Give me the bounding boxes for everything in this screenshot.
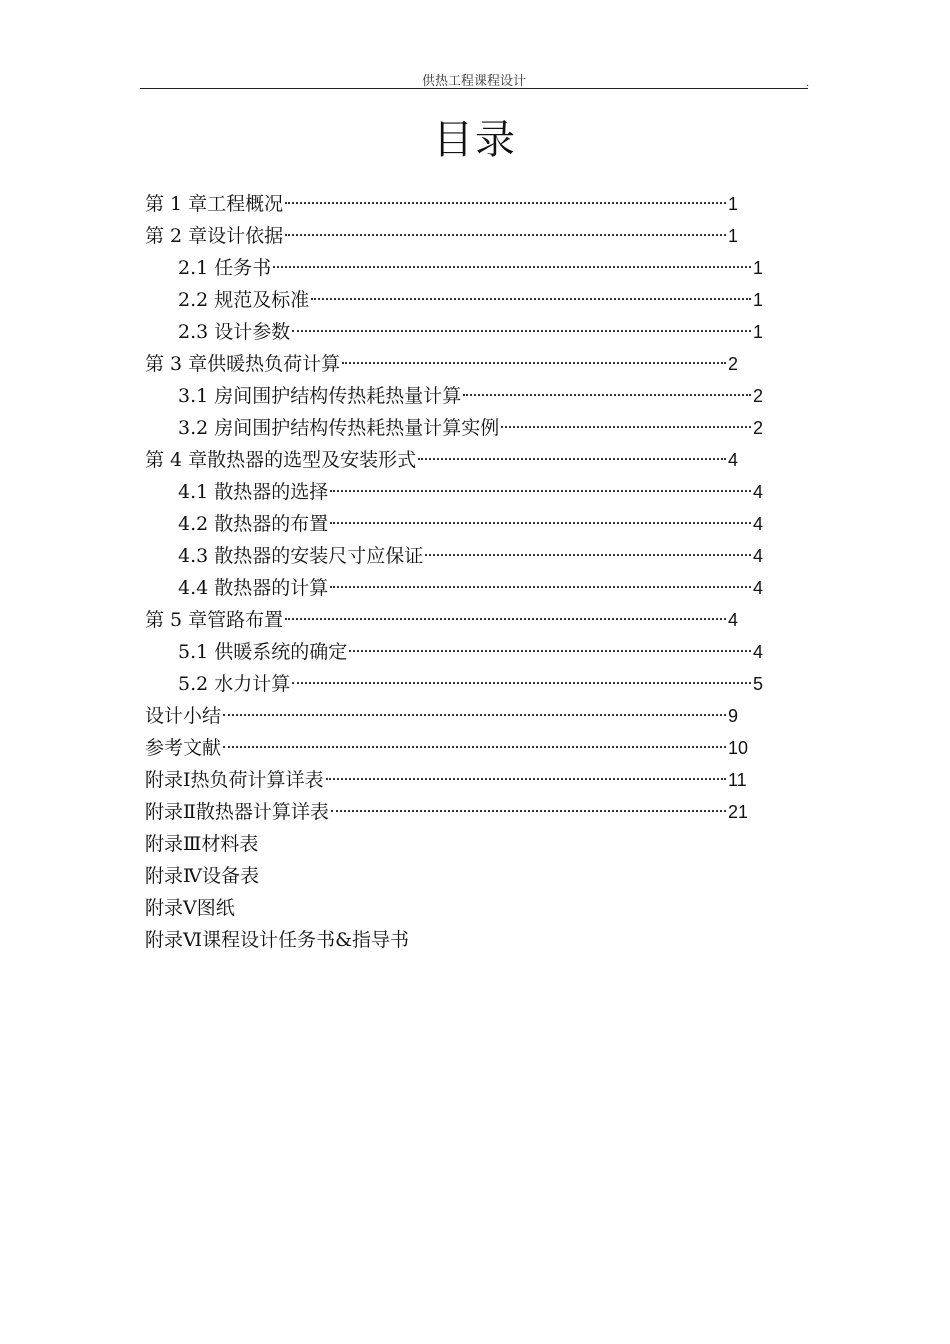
toc-entry-label: 2.3 设计参数	[178, 321, 291, 343]
toc-entry-label: 参考文献	[145, 737, 222, 759]
toc-leader-dots	[223, 746, 726, 748]
toc-leader-dots	[418, 458, 726, 460]
table-of-contents	[145, 188, 785, 956]
toc-entry[interactable]	[145, 316, 785, 348]
toc-leader-dots	[285, 234, 726, 236]
toc-leader-dots	[425, 554, 751, 556]
toc-entry-label: 第 2 章设计依据	[145, 225, 284, 247]
page-title: 目录	[433, 117, 517, 163]
toc-leader-dots	[331, 810, 726, 812]
toc-entry[interactable]	[145, 252, 785, 284]
toc-entry-page: 9	[728, 706, 739, 726]
toc-entry[interactable]	[145, 348, 785, 380]
toc-entry-label: 附录Ⅴ图纸	[145, 897, 235, 919]
toc-entry-page: 4	[753, 514, 764, 534]
toc-entry-label: 附录Ⅲ材料表	[145, 833, 259, 855]
toc-entry-label: 附录Ⅰ热负荷计算详表	[145, 769, 324, 791]
toc-entry[interactable]	[145, 540, 785, 572]
toc-entry-label: 第 5 章管路布置	[145, 609, 284, 631]
toc-entry-page: 10	[728, 738, 749, 758]
toc-entry-page: 1	[728, 226, 739, 246]
toc-entry-page: 21	[728, 802, 749, 822]
toc-entry[interactable]	[145, 188, 785, 220]
toc-entry-label: 附录Ⅱ散热器计算详表	[145, 801, 329, 823]
toc-entry-page: 4	[728, 450, 739, 470]
toc-entry-page: 11	[728, 770, 747, 790]
toc-entry[interactable]	[145, 508, 785, 540]
toc-entry[interactable]	[145, 444, 785, 476]
toc-leader-dots	[273, 266, 751, 268]
toc-entry-page: 4	[753, 482, 764, 502]
toc-entry[interactable]	[145, 924, 785, 956]
toc-entry-label: 第 3 章供暖热负荷计算	[145, 353, 341, 375]
toc-entry-label: 4.1 散热器的选择	[178, 481, 329, 503]
toc-entry-label: 4.2 散热器的布置	[178, 513, 329, 535]
toc-entry-label: 5.1 供暖系统的确定	[178, 641, 348, 663]
toc-entry-label: 2.1 任务书	[178, 257, 272, 279]
toc-leader-dots	[285, 202, 726, 204]
toc-leader-dots	[326, 778, 726, 780]
toc-entry-page: 2	[753, 386, 764, 406]
header-rule	[140, 88, 808, 89]
toc-entry-label: 第 4 章散热器的选型及安装形式	[145, 449, 417, 471]
toc-entry-page: 4	[753, 578, 764, 598]
toc-leader-dots	[311, 298, 751, 300]
toc-leader-dots	[342, 362, 726, 364]
toc-entry[interactable]	[145, 380, 785, 412]
toc-entry-label: 设计小结	[145, 705, 222, 727]
toc-leader-dots	[463, 394, 751, 396]
toc-leader-dots	[292, 682, 751, 684]
toc-entry-page: 4	[728, 610, 739, 630]
toc-leader-dots	[292, 330, 751, 332]
toc-leader-dots	[285, 618, 726, 620]
toc-entry[interactable]	[145, 412, 785, 444]
toc-entry-label: 第 1 章工程概况	[145, 193, 284, 215]
toc-entry[interactable]	[145, 796, 785, 828]
toc-entry-label: 附录Ⅳ设备表	[145, 865, 259, 887]
toc-entry[interactable]	[145, 636, 785, 668]
toc-entry-label: 4.3 散热器的安装尺寸应保证	[178, 545, 424, 567]
toc-entry-page: 4	[753, 546, 764, 566]
toc-entry[interactable]	[145, 284, 785, 316]
toc-entry-page: 1	[753, 258, 764, 278]
toc-entry[interactable]	[145, 892, 785, 924]
toc-entry[interactable]	[145, 860, 785, 892]
toc-entry-label: 2.2 规范及标准	[178, 289, 310, 311]
toc-entry[interactable]	[145, 828, 785, 860]
toc-leader-dots	[330, 586, 751, 588]
toc-entry[interactable]	[145, 604, 785, 636]
toc-entry[interactable]	[145, 732, 785, 764]
page-header: 供热工程课程设计	[421, 74, 526, 89]
toc-leader-dots	[349, 650, 751, 652]
toc-entry-label: 5.2 水力计算	[178, 673, 291, 695]
toc-entry-page: 2	[753, 418, 764, 438]
toc-entry[interactable]	[145, 764, 785, 796]
toc-entry-label: 4.4 散热器的计算	[178, 577, 329, 599]
toc-entry-page: 4	[753, 642, 764, 662]
toc-entry[interactable]	[145, 700, 785, 732]
toc-entry[interactable]	[145, 668, 785, 700]
toc-entry-page: 1	[728, 194, 739, 214]
toc-leader-dots	[330, 522, 751, 524]
toc-entry-label: 附录Ⅵ课程设计任务书&指导书	[145, 929, 410, 951]
toc-leader-dots	[501, 426, 751, 428]
toc-entry[interactable]	[145, 220, 785, 252]
toc-entry[interactable]	[145, 476, 785, 508]
toc-entry[interactable]	[145, 572, 785, 604]
toc-leader-dots	[223, 714, 726, 716]
toc-entry-page: 1	[753, 322, 764, 342]
toc-entry-page: 5	[753, 674, 764, 694]
toc-entry-page: 1	[753, 290, 764, 310]
toc-entry-label: 3.2 房间围护结构传热耗热量计算实例	[178, 417, 500, 439]
toc-entry-page: 2	[728, 354, 739, 374]
toc-leader-dots	[330, 490, 751, 492]
toc-entry-label: 3.1 房间围护结构传热耗热量计算	[178, 385, 462, 407]
header-mark: .	[806, 78, 810, 89]
